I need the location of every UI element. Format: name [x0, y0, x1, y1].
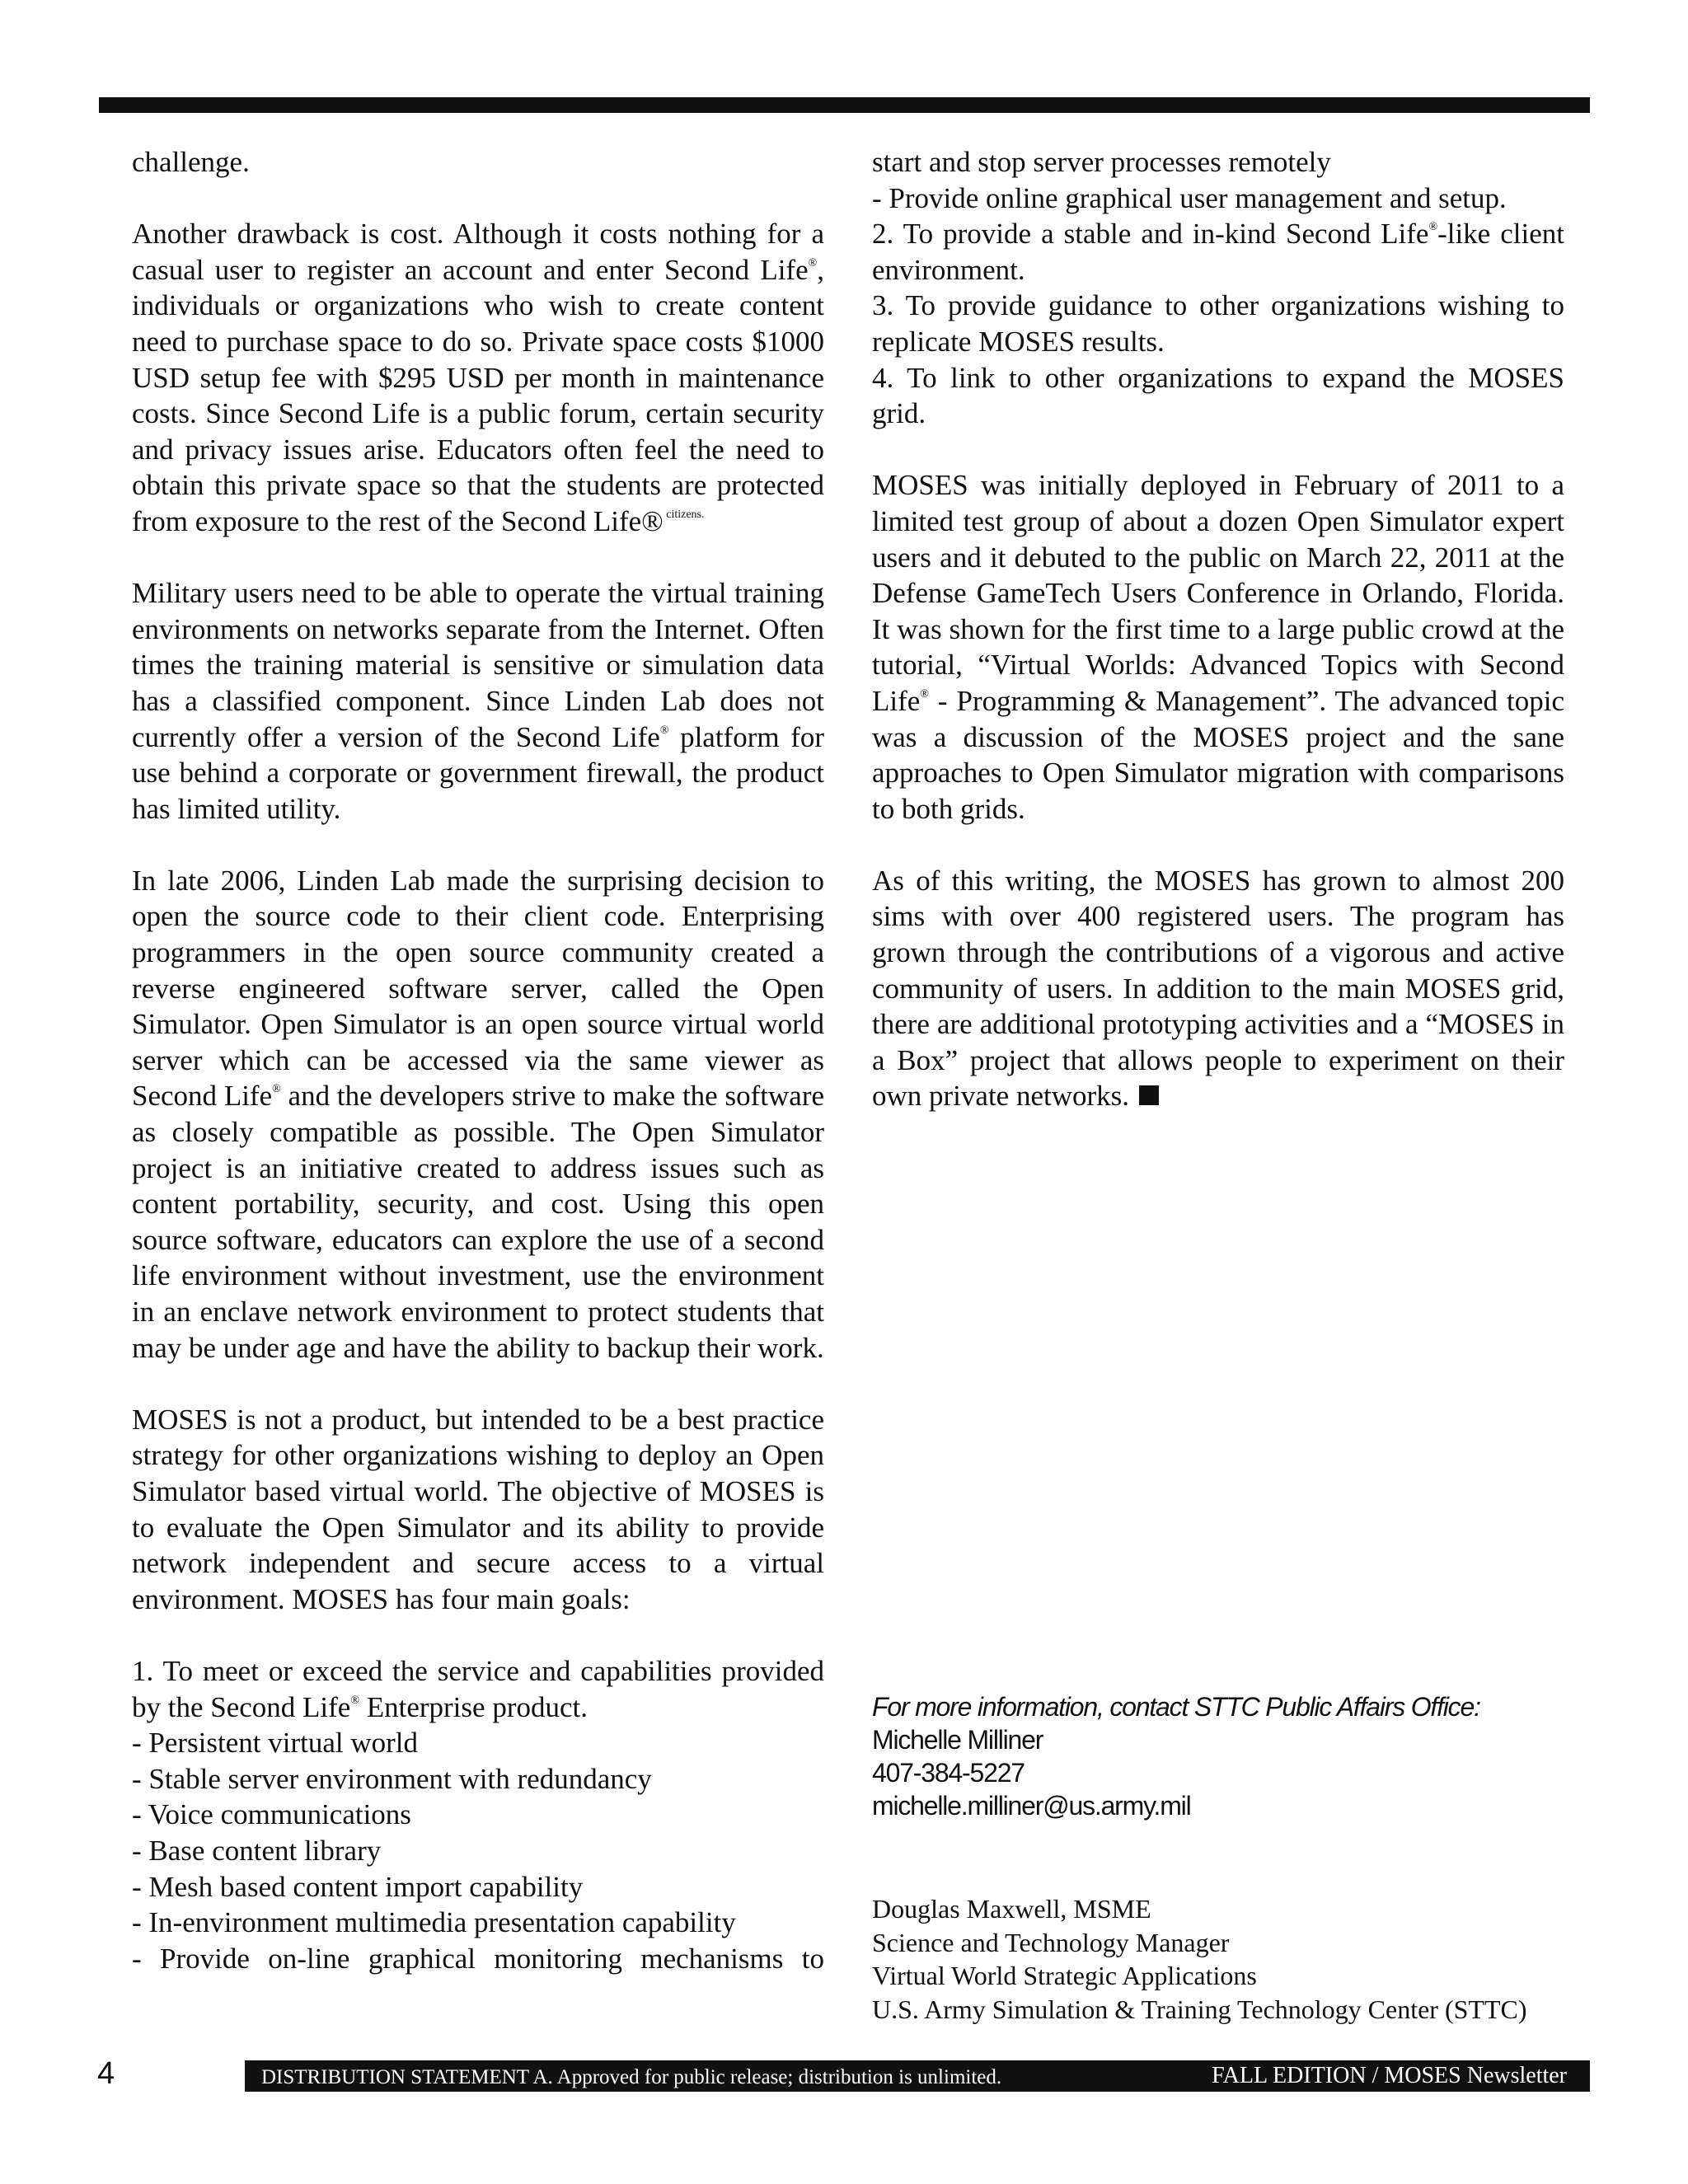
- list-item: start and stop server processes remotely: [872, 146, 1331, 178]
- author-unit: Virtual World Strategic Applications: [872, 1961, 1257, 1990]
- left-column: [132, 144, 824, 1976]
- top-rule: [99, 97, 1590, 113]
- footer-bar: [245, 2060, 1590, 2092]
- goal-3: 3. To provide guidance to other organizations wishing to replicate MOSES results.: [872, 289, 1564, 358]
- paragraph-growth: As of this writing, the MOSES has grown to almost 200 sims with over 400 registered users. The program has grown through the contributions of a vigorous and active community of users. In addition to the main MOSES grid, there are additional prototyping activities and a “MOSES in a Box” project that allows people to experiment on their own private networks.: [872, 864, 1564, 1113]
- list-item: - Mesh based content import capability: [132, 1870, 584, 1903]
- goal-1: 1. To meet or exceed the service and capabilities provided by the Second Life® Enterprise product.: [132, 1654, 824, 1723]
- list-item: - In-environment multimedia presentation capability: [132, 1906, 736, 1939]
- list-item: - Voice communications: [132, 1798, 411, 1831]
- paragraph-military: Military users need to be able to operate the virtual training environments on networks separate from the Internet. Often times the training material is sensitive or simulation data has a classified component. Since Linden Lab does not currently offer a version of the Second Life® platform for use behind a corporate or government firewall, the product has limited utility.: [132, 577, 825, 825]
- list-item: - Persistent virtual world: [132, 1727, 419, 1760]
- contact-name: Michelle Milliner: [872, 1725, 1043, 1755]
- page-number: 4: [97, 2056, 115, 2091]
- end-mark-icon: [1139, 1085, 1159, 1105]
- contact-email[interactable]: michelle.milliner@us.army.mil: [872, 1791, 1191, 1821]
- author-organization: U.S. Army Simulation & Training Technology Center (STTC): [872, 1994, 1527, 2024]
- paragraph-cost: Another drawback is cost. Although it costs nothing for a casual user to register an account and enter Second Life®, individuals or organizations who wish to create content need to purchase space to do so. Private space costs $1000 USD setup fee with $295 USD per month in maintenance costs. Since Second Life is a public forum, certain security and privacy issues arise. Educators often feel the need to obtain this private space so that the students are protected from exposure to the rest of the Second Life® $^{citizens.}$: [132, 218, 824, 537]
- list-item: - Stable server environment with redundancy: [132, 1762, 652, 1795]
- contact-label: For more information, contact STTC Public Affairs Office:: [872, 1692, 1480, 1722]
- list-item: - Base content library: [132, 1834, 382, 1867]
- paragraph-challenge: challenge.: [132, 146, 250, 178]
- paragraph-moses-objective: MOSES is not a product, but intended to be a best practice strategy for other organizations wishing to deploy an Open Simulator based virtual world. The objective of MOSES is to evaluate the Open Simulator and its ability to provide network independent and secure access to a virtual environment. MOSES has four main goals:: [132, 1403, 824, 1615]
- right-column: [872, 144, 1564, 1151]
- author-name: Douglas Maxwell, MSME: [872, 1894, 1151, 1924]
- author-signature: [872, 1892, 1614, 2026]
- paragraph-linden-lab: In late 2006, Linden Lab made the surprising decision to open the source code to their client code. Enterprising programmers in the open source community created a reverse engineered software server, called the Open Simulator. Open Simulator is an open source virtual world server which can be accessed via the same viewer as Second Life® and the developers strive to make the software as closely compatible as possible. The Open Simulator project is an initiative created to address issues such as content portability, security, and cost. Using this open source software, educators can explore the use of a second life environment without investment, use the environment in an enclave network environment to protect students that may be under age and have the ability to backup their work.: [132, 864, 825, 1364]
- newsletter-edition: FALL EDITION / MOSES Newsletter: [1212, 2063, 1567, 2088]
- list-item: - Provide on-line graphical monitoring mechanisms to: [132, 1942, 824, 1975]
- goal-2: 2. To provide a stable and in-kind Second Life®-like client environment.: [872, 218, 1564, 286]
- contact-phone: 407-384-5227: [872, 1758, 1025, 1788]
- contact-block: [872, 1690, 1564, 1822]
- paragraph-deployment: MOSES was initially deployed in February of 2011 to a limited test group of about a dozen Open Simulator expert users and it debuted to the public on March 22, 2011 at the Defense GameTech Users Conference in Orlando, Florida. It was shown for the first time to a large public crowd at the tutorial, “Virtual Worlds: Advanced Topics with Second Life® - Programming & Management”. The advanced topic was a discussion of the MOSES project and the sane approaches to Open Simulator migration with comparisons to both grids.: [872, 469, 1564, 825]
- goal-1-list: [132, 1725, 824, 1976]
- list-item: - Provide online graphical user management and setup.: [872, 181, 1507, 214]
- distribution-statement: DISTRIBUTION STATEMENT A. Approved for public release; distribution is unlimited.: [261, 2066, 1002, 2088]
- author-title: Science and Technology Manager: [872, 1927, 1230, 1957]
- goal-4: 4. To link to other organizations to expand the MOSES grid.: [872, 361, 1564, 430]
